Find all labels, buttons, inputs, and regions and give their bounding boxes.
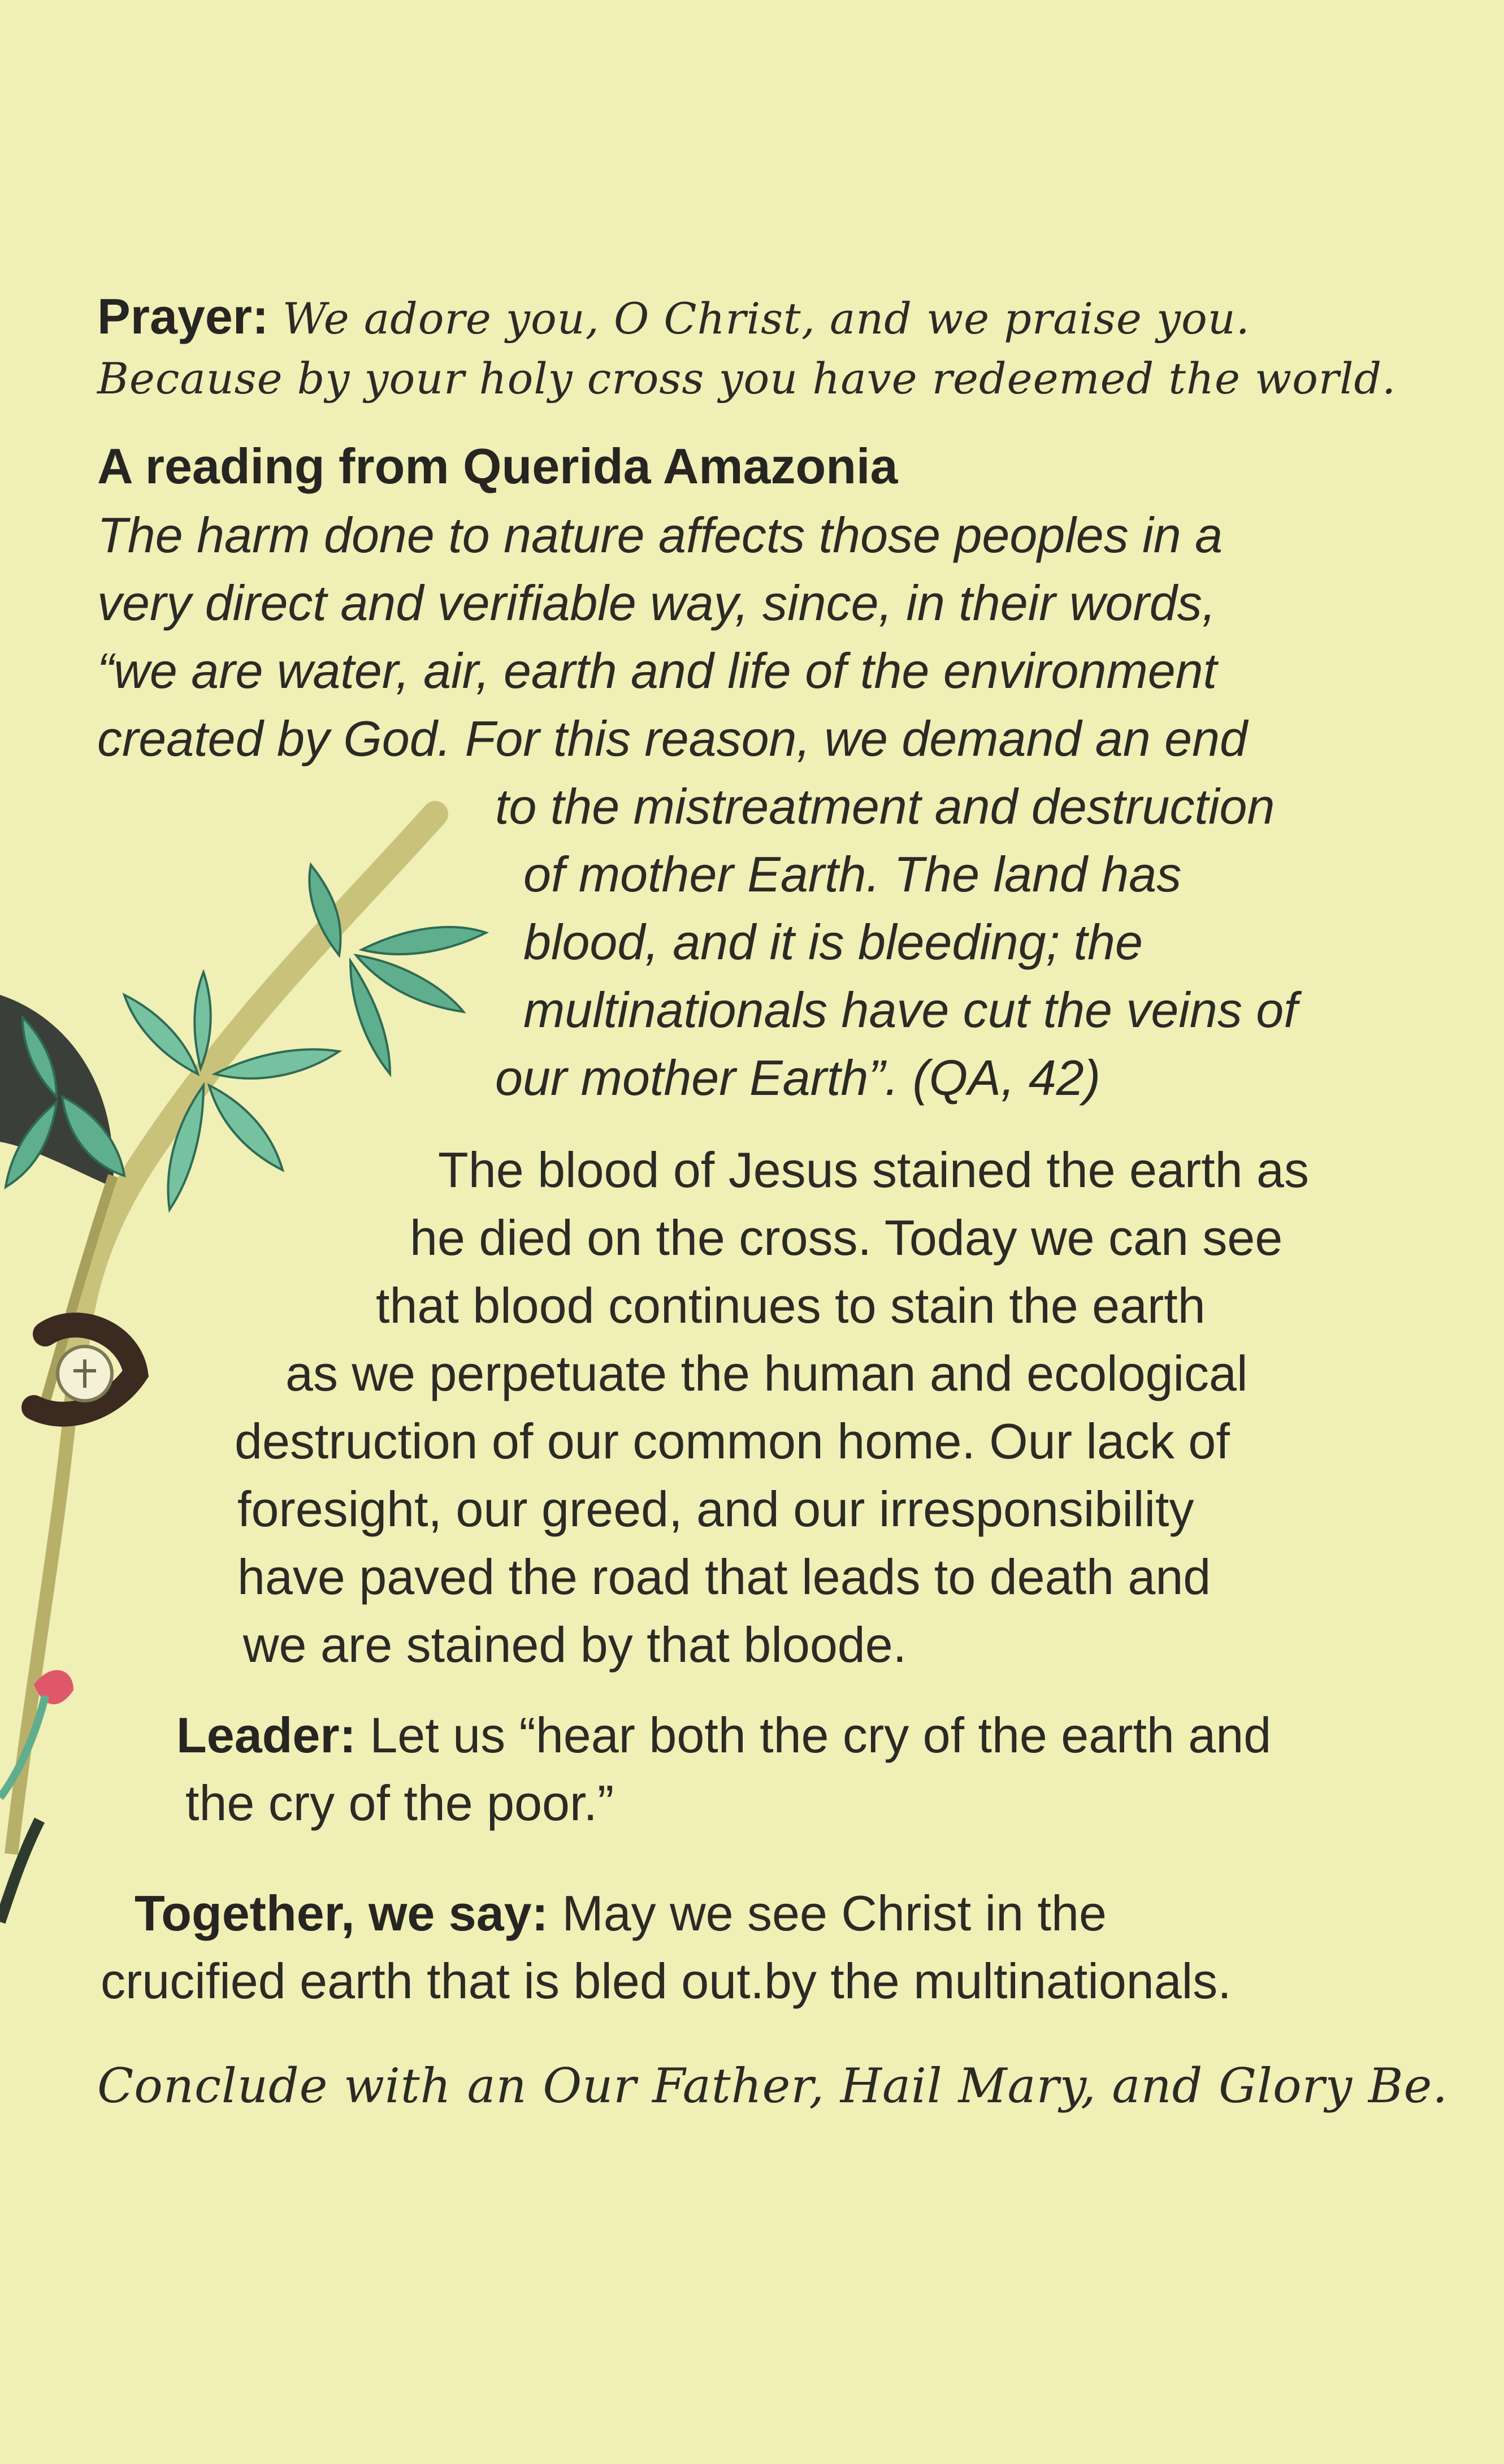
reading-line: very direct and verifiable way, since, in their words, <box>97 575 1216 631</box>
prayer-text-1: We adore you, O Christ, and we praise you. <box>282 293 1250 344</box>
reading-line: created by God. For this reason, we demand an end <box>97 711 1247 767</box>
prayer-line-1 <box>97 283 1250 353</box>
reflection-line: we are stained by that bloode. <box>243 1617 907 1673</box>
reading-line: “we are water, air, earth and life of the environment <box>97 643 1217 699</box>
reflection-line: that blood continues to stain the earth <box>376 1278 1206 1333</box>
together-label: Together, we say: <box>135 1885 548 1941</box>
together-text-1: May we see Christ in the <box>562 1885 1107 1941</box>
leader-text-2: the cry of the poor.” <box>185 1775 614 1831</box>
reading-line: to the mistreatment and destruction <box>495 778 1275 834</box>
closing-instruction: Conclude with an Our Father, Hail Mary, and Glory Be. <box>97 2058 1449 2114</box>
leader-label: Leader: <box>176 1707 356 1763</box>
leader-text-1: Let us “hear both the cry of the earth and <box>370 1707 1272 1763</box>
leaf-cluster-top <box>309 865 486 1074</box>
together-text-2: crucified earth that is bled out.by the multinationals. <box>101 1953 1232 2009</box>
reading-line: of mother Earth. The land has <box>523 846 1182 902</box>
reading-line: The harm done to nature affects those peoples in a <box>97 507 1223 563</box>
reflection-line: The blood of Jesus stained the earth as <box>438 1142 1309 1198</box>
together-line-1 <box>135 1880 1107 1947</box>
leader-line-1 <box>176 1701 1271 1769</box>
reflection-line: have paved the road that leads to death and <box>237 1549 1211 1605</box>
reflection-line: foresight, our greed, and our irresponsibility <box>237 1481 1194 1537</box>
reading-line: multinationals have cut the veins of <box>523 982 1298 1038</box>
reading-heading: A reading from Querida Amazonia <box>97 438 898 494</box>
prayer-label: Prayer: <box>97 288 269 344</box>
branch-stem <box>11 1374 73 1854</box>
reading-line: our mother Earth”. (QA, 42) <box>495 1050 1101 1106</box>
reflection-line: as we perpetuate the human and ecological <box>285 1345 1248 1401</box>
prayer-text-2: Because by your holy cross you have redeemed the world. <box>97 353 1397 404</box>
reflection-line: he died on the cross. Today we can see <box>410 1210 1283 1266</box>
leaf-cluster-mid <box>124 972 339 1210</box>
reading-line: blood, and it is bleeding; the <box>523 914 1143 970</box>
reflection-line: destruction of our common home. Our lack of <box>235 1413 1230 1469</box>
